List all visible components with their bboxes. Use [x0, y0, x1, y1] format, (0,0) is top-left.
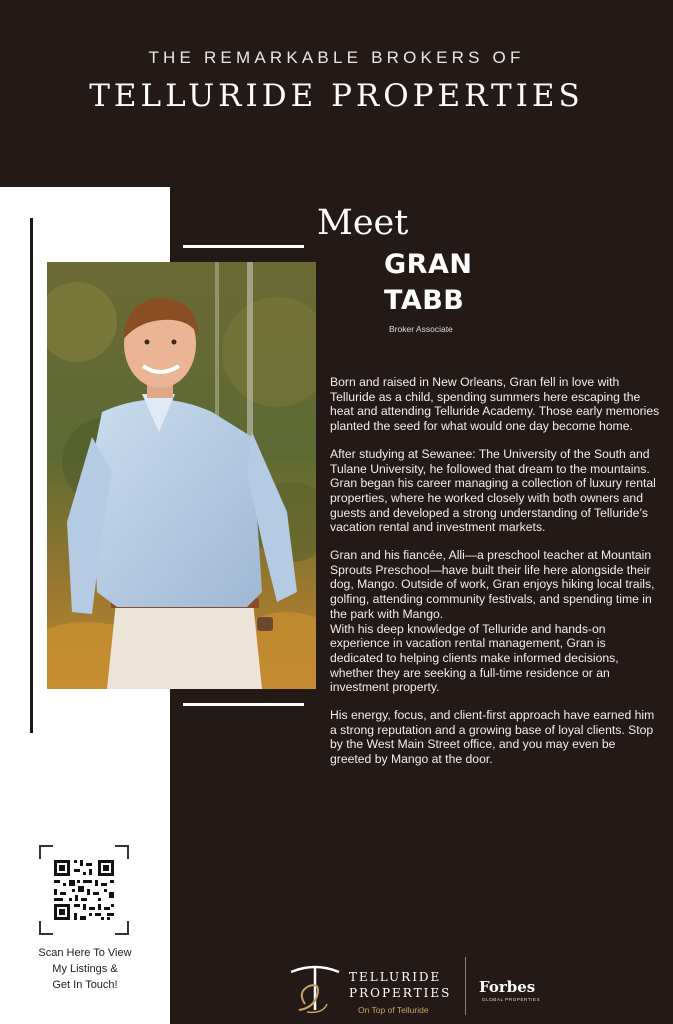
header-title: TELLURIDE PROPERTIES: [89, 78, 584, 114]
broker-portrait-photo: [47, 262, 316, 689]
telluride-properties-logo-icon: [287, 964, 343, 1016]
logo-tagline: On Top of Telluride: [358, 1005, 429, 1015]
broker-role: Broker Associate: [389, 324, 453, 334]
bio-paragraph: Born and raised in New Orleans, Gran fell in love with Telluride as a child, spending summers here escaping the heat and attending Telluride Academy. Those early memories planted the seed for what would one day become home.: [330, 375, 660, 434]
qr-caption-line: Scan Here To View: [38, 947, 132, 959]
meet-heading: Meet: [317, 203, 409, 243]
forbes-logo: Forbes: [479, 978, 536, 996]
forbes-subtitle: GLOBAL PROPERTIES: [482, 997, 541, 1002]
divider-line-bottom: [183, 703, 304, 706]
qr-caption: [20, 945, 150, 993]
footer-divider: [465, 957, 466, 1015]
divider-line-top: [183, 245, 304, 248]
broker-bio: [330, 375, 660, 780]
logo-text-line2: PROPERTIES: [349, 986, 452, 1000]
qr-caption-line: Get In Touch!: [52, 979, 118, 991]
header-subtitle: THE REMARKABLE BROKERS OF: [148, 48, 525, 67]
bio-paragraph: After studying at Sewanee: The University of the South and Tulane University, he followed that dream to the mountains. Gran began his career managing a collection of luxury rental properties, where he worked closely with both owners and guests and developed a strong understanding of Telluride’s vacation rental and investment markets.: [330, 446, 656, 535]
qr-caption-line: My Listings &: [52, 963, 118, 975]
vertical-accent-bar: [30, 218, 33, 733]
bio-paragraph: With his deep knowledge of Telluride and hands-on experience in vacation rental management, Gran is dedicated to helping clients make informed decisions, whether they are seeking a full-time residence or an investment property.: [330, 621, 619, 695]
qr-code[interactable]: [39, 845, 129, 935]
bio-paragraph: His energy, focus, and client-first approach have earned him a strong reputation and a growing base of loyal clients. Stop by the West Main Street office, and you may even be greeted by Mango at the door.: [330, 708, 655, 767]
broker-last-name: TABB: [384, 285, 465, 316]
bio-paragraph: Gran and his fiancée, Alli—a preschool teacher at Mountain Sprouts Preschool—have built their life here alongside their dog, Mango. Outside of work, Gran enjoys hiking local trails, golfing, attending community festivals, and spending time in the park with Mango.: [330, 548, 655, 621]
logo-text-line1: TELLURIDE: [349, 970, 442, 984]
broker-first-name: GRAN: [384, 249, 473, 280]
